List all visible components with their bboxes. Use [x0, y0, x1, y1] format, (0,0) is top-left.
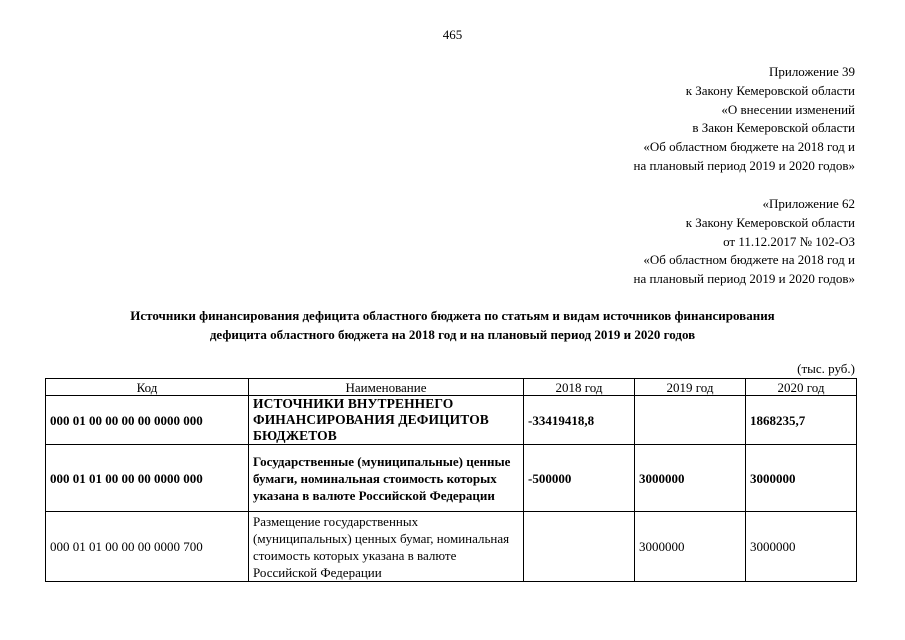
cell-2020: 1868235,7 [746, 396, 857, 445]
cell-2018 [524, 512, 635, 582]
appendix-39-block [634, 63, 856, 176]
cell-code: 000 01 01 00 00 00 0000 700 [46, 512, 249, 582]
table-row [46, 512, 857, 582]
table-header-row [46, 379, 857, 396]
appendix-62-line: к Закону Кемеровской области [685, 214, 855, 230]
document-title-line-1: Источники финансирования дефицита областного бюджета по статьям и видам источников финансирования [130, 308, 775, 323]
cell-2018: -33419418,8 [524, 396, 635, 445]
cell-2019 [635, 396, 746, 445]
cell-code: 000 01 01 00 00 00 0000 000 [46, 445, 249, 512]
appendix-39-line: «Об областном бюджете на 2018 год и [643, 139, 855, 155]
cell-2020: 3000000 [746, 512, 857, 582]
appendix-39-line: на плановый период 2019 и 2020 годов» [633, 157, 855, 173]
appendix-39-line: Приложение 39 [768, 64, 855, 79]
header-2019: 2019 год [635, 379, 746, 396]
cell-name: Государственные (муниципальные) ценные бумаги, номинальная стоимость которых указана в валюте Российской Федерации [249, 445, 524, 512]
appendix-62-line: «Об областном бюджете на 2018 год и [643, 252, 855, 268]
header-2018: 2018 год [524, 379, 635, 396]
document-title [50, 306, 855, 344]
appendix-62-line: на плановый период 2019 и 2020 годов» [633, 271, 855, 287]
cell-2020: 3000000 [746, 445, 857, 512]
appendix-62-line: «Приложение 62 [762, 196, 855, 211]
cell-code: 000 01 00 00 00 00 0000 000 [46, 396, 249, 445]
table-row [46, 396, 857, 445]
units-label: (тыс. руб.) [797, 361, 855, 376]
appendix-39-line: «О внесении изменений [721, 101, 855, 117]
document-title-line-2: дефицита областного бюджета на 2018 год и на плановый период 2019 и 2020 годов [209, 327, 696, 342]
appendix-62-line: от 11.12.2017 № 102-ОЗ [723, 233, 855, 249]
appendix-39-line: к Закону Кемеровской области [685, 82, 855, 98]
cell-name: Размещение государственных (муниципальных) ценных бумаг, номинальная стоимость которых указана в валюте Российской Федерации [249, 512, 524, 582]
appendix-39-line: в Закон Кемеровской области [692, 120, 855, 136]
financing-sources-table [45, 378, 857, 582]
cell-2018: -500000 [524, 445, 635, 512]
header-code: Код [46, 379, 249, 396]
header-name: Наименование [249, 379, 524, 396]
cell-2019: 3000000 [635, 445, 746, 512]
appendix-62-block [634, 195, 856, 289]
header-2020: 2020 год [746, 379, 857, 396]
table-row [46, 445, 857, 512]
page-number: 465 [442, 27, 463, 42]
cell-name: ИСТОЧНИКИ ВНУТРЕННЕГО ФИНАНСИРОВАНИЯ ДЕФИЦИТОВ БЮДЖЕТОВ [249, 396, 524, 445]
cell-2019: 3000000 [635, 512, 746, 582]
